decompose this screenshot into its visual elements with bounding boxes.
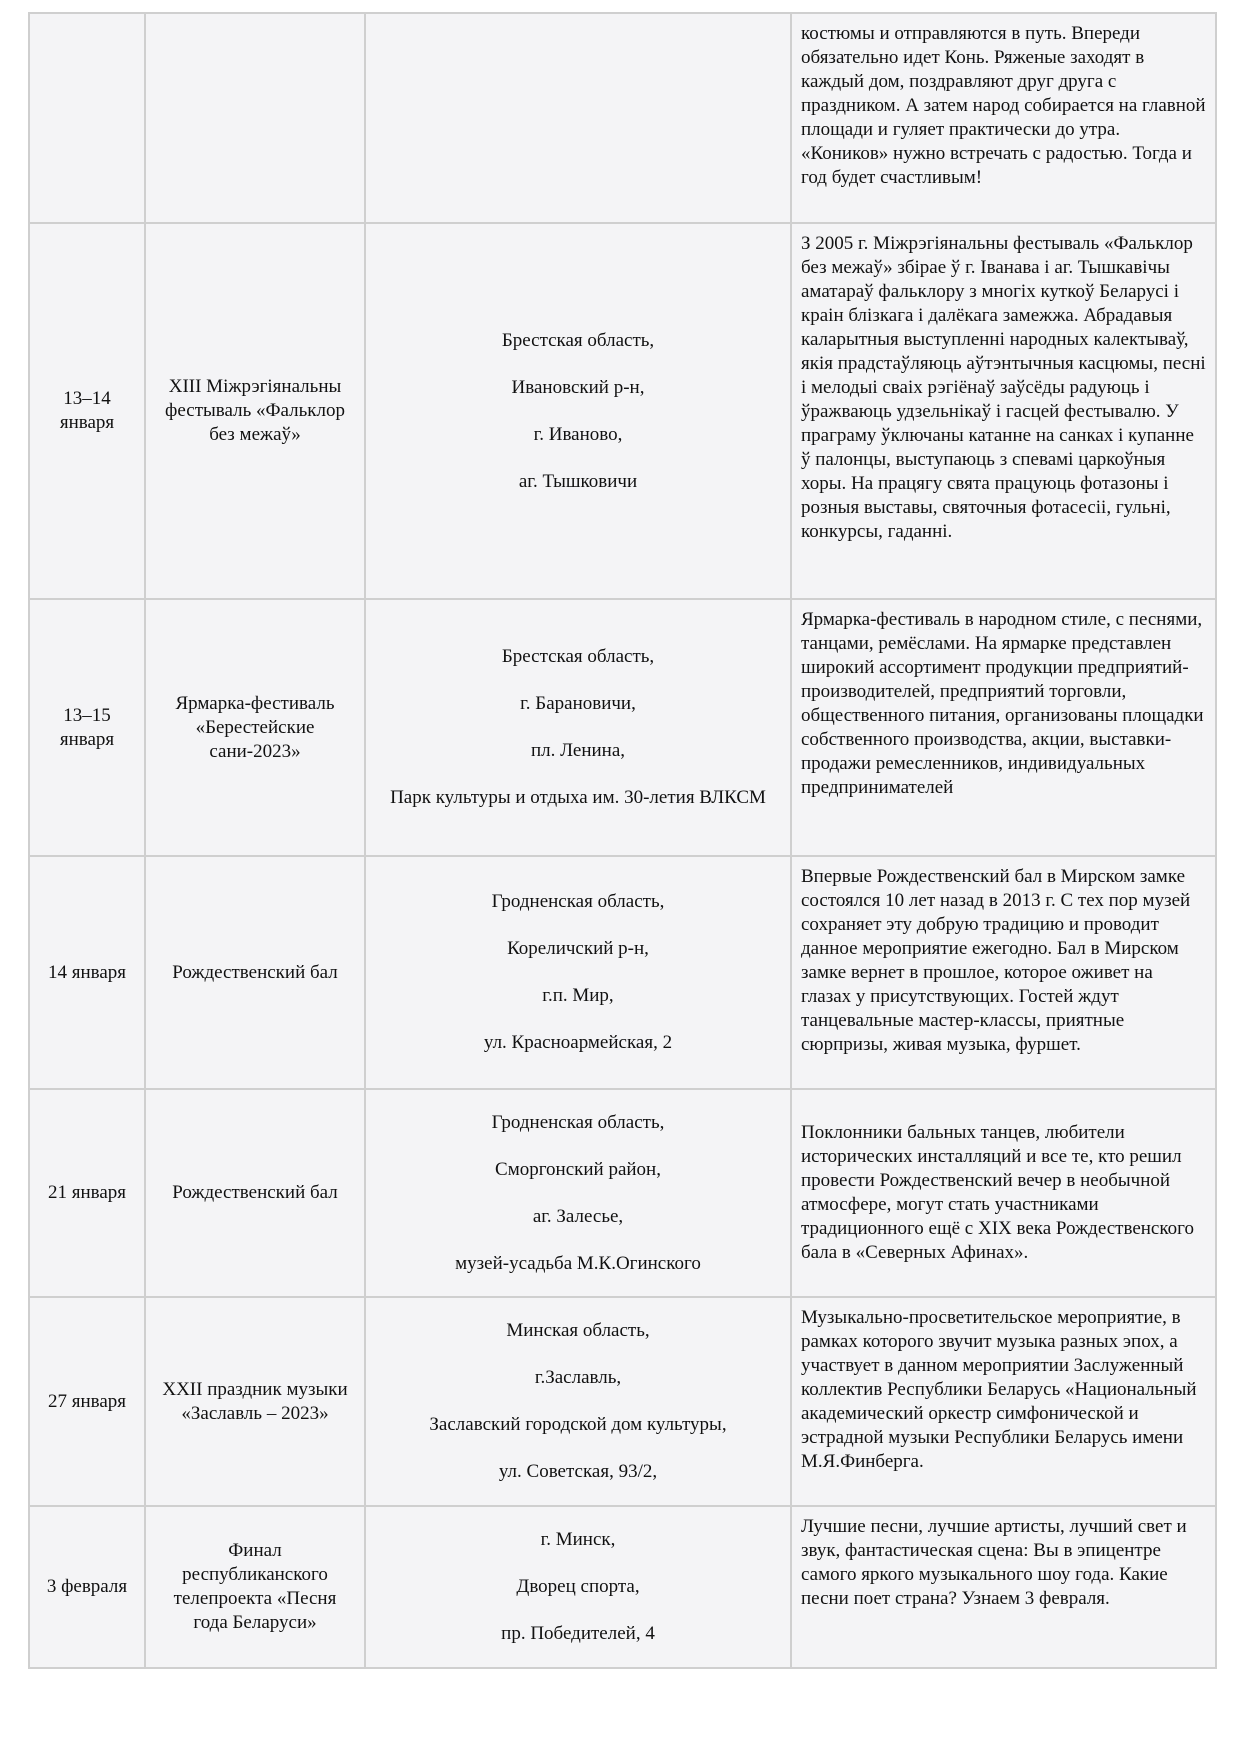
location-line: Дворец спорта,	[516, 1576, 640, 1597]
event-name: Рождественский бал	[145, 856, 365, 1089]
location-line: г. Барановичи,	[520, 693, 636, 714]
event-date: 13–15 января	[29, 599, 145, 856]
location-line: пр. Победителей, 4	[501, 1623, 655, 1644]
event-location	[365, 223, 791, 599]
location-line: аг. Тышковичи	[518, 470, 638, 492]
location-line: Минская область,	[506, 1320, 650, 1341]
event-description: Впервые Рождественский бал в Мирском замке состоялся 10 лет назад в 2013 г. С тех пор музей сохраняет эту добрую традицию и проводит данное мероприятие ежегодно. Бал в Мирском замке вернет в прошлое, которое оживет на глазах у присутствующих. Гостей ждут танцевальные мастер-классы, приятные сюрпризы, живая музыка, фуршет.	[791, 856, 1216, 1089]
location-line: Заславский городской дом культуры,	[429, 1414, 727, 1435]
location-line: Брестская область,	[501, 329, 655, 351]
event-name: XXII праздник музыки «Заславль – 2023»	[145, 1297, 365, 1506]
location-line: ул. Советская, 93/2,	[498, 1461, 658, 1482]
event-name: Финал республиканского телепроекта «Песня года Беларуси»	[145, 1506, 365, 1668]
table-row	[29, 223, 1216, 599]
table-row	[29, 599, 1216, 856]
location-line: Ивановский р-н,	[511, 376, 645, 398]
event-date: 13–14 января	[29, 223, 145, 599]
event-location	[365, 1506, 791, 1668]
table-row	[29, 13, 1216, 223]
event-name	[145, 13, 365, 223]
event-date	[29, 13, 145, 223]
event-description: Музыкально-просветительское мероприятие, в рамках которого звучит музыка разных эпох, а участвует в данном мероприятии Заслуженный коллектив Республики Беларусь «Национальный академический оркестр симфонической и эстрадной музыки Республики Беларусь имени М.Я.Финберга.	[791, 1297, 1216, 1506]
event-description: Ярмарка-фестиваль в народном стиле, с песнями, танцами, ремёслами. На ярмарке представлен широкий ассортимент продукции предприятий-производителей, предприятий торговли, общественного питания, организованы площадки собственного производства, акции, выставки-продажи ремесленников, индивидуальных предпринимателей	[791, 599, 1216, 856]
event-name: XIII Міжрэгіянальны фестываль «Фальклор без межаў»	[145, 223, 365, 599]
event-date: 27 января	[29, 1297, 145, 1506]
table-row	[29, 1089, 1216, 1297]
location-line: Брестская область,	[501, 646, 655, 667]
location-line: г.Заславль,	[534, 1367, 622, 1388]
location-line: музей-усадьба М.К.Огинского	[455, 1252, 701, 1274]
event-location	[365, 856, 791, 1089]
table-row	[29, 1506, 1216, 1668]
event-location	[365, 1089, 791, 1297]
events-table	[28, 12, 1217, 1669]
location-line: г. Иваново,	[533, 423, 623, 445]
location-line: Гродненская область,	[491, 1111, 665, 1133]
event-location	[365, 599, 791, 856]
event-description: З 2005 г. Міжрэгіянальны фестываль «Фальклор без межаў» збірае ў г. Іванава і аг. Тышкавічы аматараў фальклору з многіх куткоў Беларусі і краін блізкага і далёкага замежжа. Абрадавыя каларытныя выступленні народных калектываў, якія прадстаўляюць аўтэнтычныя касцюмы, песні і мелодыі сваіх рэгіёнаў заўсёды радуюць і ўражваюць удзельнікаў і гасцей фестывалю. У праграму ўключаны катанне на санках і купанне ў палонцы, выступаюць з спевамі царкоўныя хоры. На працягу свята працуюць фотазоны і розныя выставы, святочныя фотасесіі, гульні, конкурсы, гаданні.	[791, 223, 1216, 599]
location-line: г.п. Мир,	[542, 985, 614, 1006]
location-line: г. Минск,	[540, 1529, 616, 1550]
event-date: 21 января	[29, 1089, 145, 1297]
table-row	[29, 1297, 1216, 1506]
table-row	[29, 856, 1216, 1089]
location-line: Гродненская область,	[491, 891, 665, 912]
location-line: Кореличский р-н,	[507, 938, 649, 959]
location-line: пл. Ленина,	[530, 740, 626, 761]
event-location	[365, 1297, 791, 1506]
event-name: Рождественский бал	[145, 1089, 365, 1297]
event-location	[365, 13, 791, 223]
event-description: костюмы и отправляются в путь. Впереди обязательно идет Конь. Ряженые заходят в каждый дом, поздравляют друг друга с праздником. А затем народ собирается на главной площади и гуляет практически до утра. «Коников» нужно встречать с радостью. Тогда и год будет счастливым!	[791, 13, 1216, 223]
location-line: Парк культуры и отдыха им. 30-летия ВЛКСМ	[390, 787, 766, 808]
location-line: ул. Красноармейская, 2	[483, 1032, 673, 1053]
event-date: 14 января	[29, 856, 145, 1089]
event-date: 3 февраля	[29, 1506, 145, 1668]
event-name: Ярмарка-фестиваль «Берестейские сани-2023»	[145, 599, 365, 856]
event-description: Лучшие песни, лучшие артисты, лучший свет и звук, фантастическая сцена: Вы в эпицентре самого яркого музыкального шоу года. Какие песни поет страна? Узнаем 3 февраля.	[791, 1506, 1216, 1668]
event-description: Поклонники бальных танцев, любители исторических инсталляций и все те, кто решил провести Рождественский вечер в необычной атмосфере, могут стать участниками традиционного ещё с XIX века Рождественского бала в «Северных Афинах».	[791, 1089, 1216, 1297]
location-line: Сморгонский район,	[495, 1158, 661, 1180]
events-table-body	[29, 13, 1216, 1668]
location-line: аг. Залесье,	[532, 1205, 624, 1227]
